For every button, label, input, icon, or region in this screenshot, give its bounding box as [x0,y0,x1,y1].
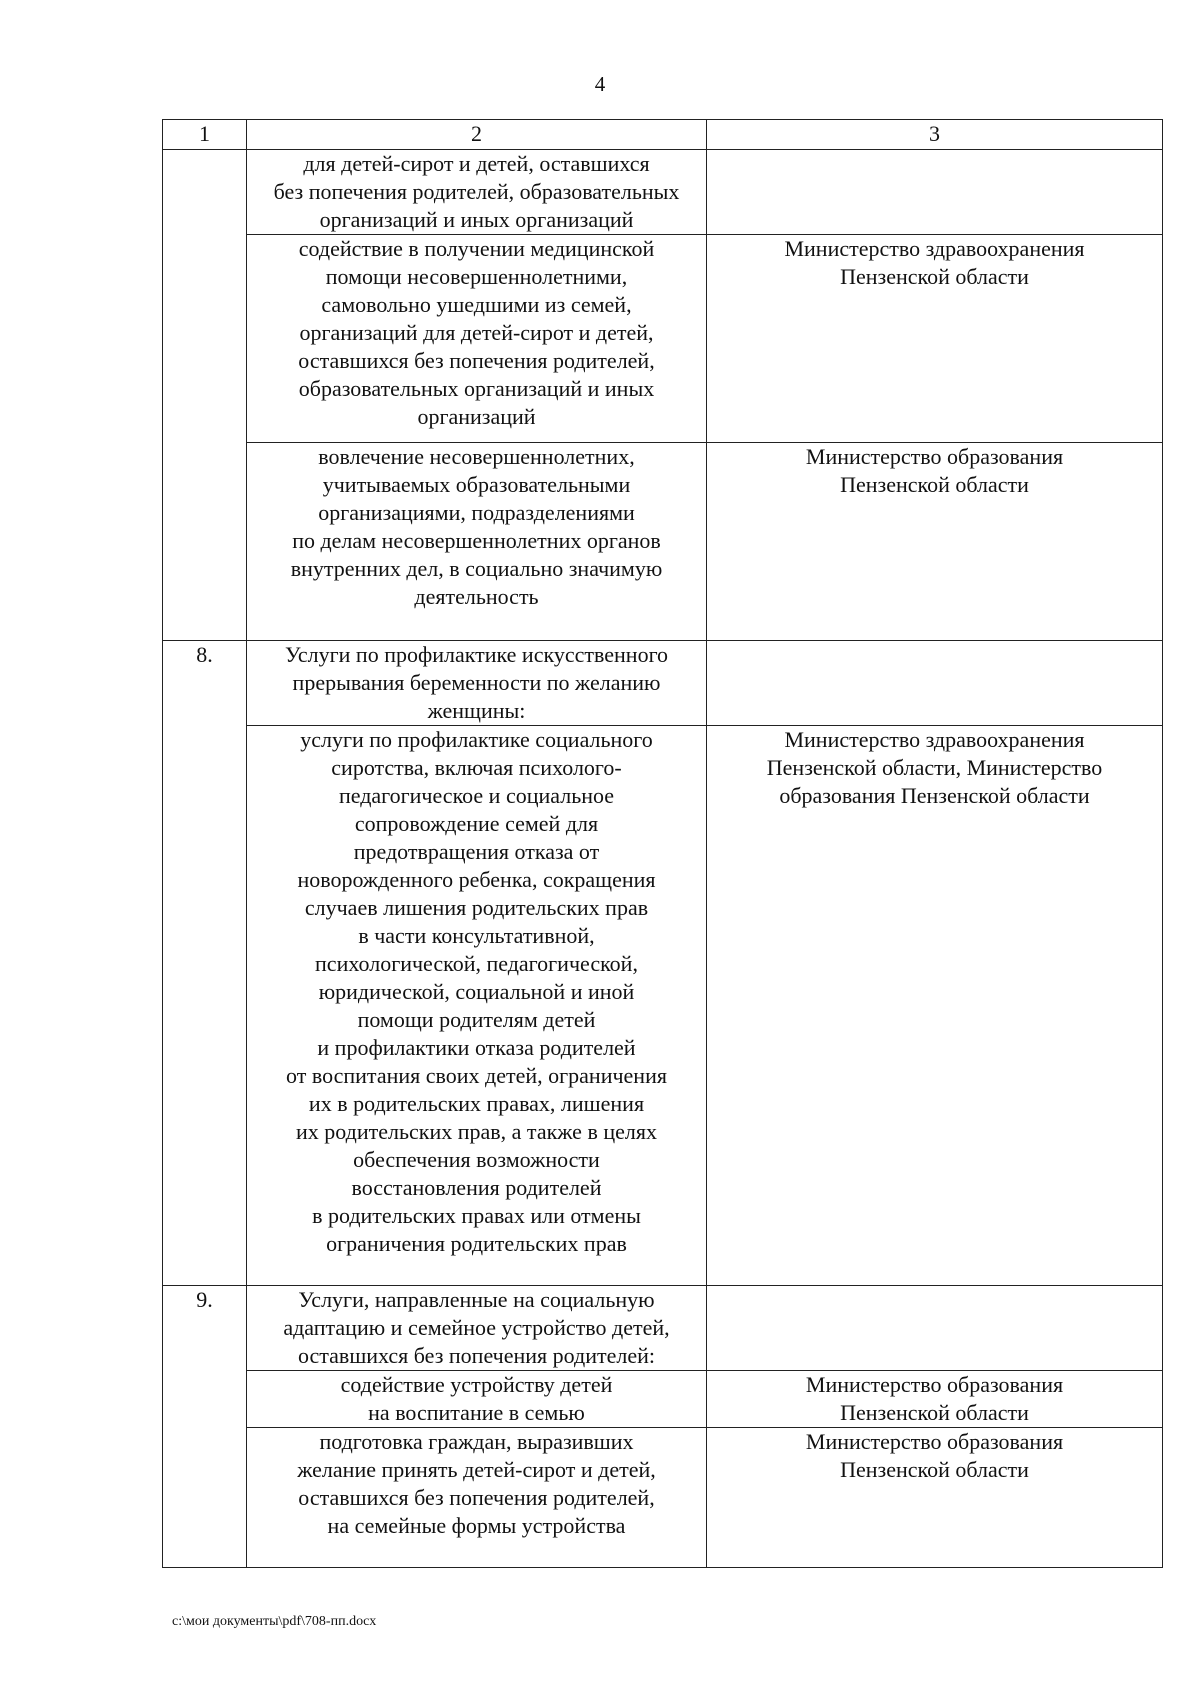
table-row [163,150,1163,235]
service-cell: Услуги, направленные на социальную адаптацию и семейное устройство детей, оставшихся без попечения родителей: [247,1286,707,1371]
responsible-cell: Министерство здравоохранения Пензенской области [707,235,1163,443]
responsible-cell [707,1286,1163,1371]
responsible-cell: Министерство образования Пензенской области [707,443,1163,641]
table-row [163,1428,1163,1568]
table-row [163,235,1163,443]
table-row [163,443,1163,641]
service-cell: Услуги по профилактике искусственного прерывания беременности по желанию женщины: [247,641,707,726]
row-number: 9. [163,1286,247,1568]
header-col-3: 3 [707,120,1163,150]
service-cell: услуги по профилактике социального сиротства, включая психолого- педагогическое и социальное сопровождение семей для предотвращения отказа от новорожденного ребенка, сокращения случаев лишения родительских прав в части консультативной, психологической, педагогической, юридической, социальной и иной помощи родителям детей и профилактики отказа родителей от воспитания своих детей, ограничения их в родительских правах, лишения их родительских прав, а также в целях обеспечения возможности восстановления родителей в родительских правах или отмены ограничения родительских прав [247,726,707,1286]
row-number: 8. [163,641,247,1286]
responsible-cell [707,641,1163,726]
service-cell: содействие устройству детей на воспитание в семью [247,1371,707,1428]
file-path-footer: c:\мои документы\pdf\708-пп.docx [172,1614,377,1629]
service-cell: содействие в получении медицинской помощи несовершеннолетними, самовольно ушедшими из семей, организаций для детей-сирот и детей, оставшихся без попечения родителей, образовательных организаций и иных организаций [247,235,707,443]
services-table [162,119,1163,1568]
service-cell: вовлечение несовершеннолетних, учитываемых образовательными организациями, подразделениями по делам несовершеннолетних органов внутренних дел, в социально значимую деятельность [247,443,707,641]
responsible-cell: Министерство здравоохранения Пензенской области, Министерство образования Пензенской области [707,726,1163,1286]
responsible-cell: Министерство образования Пензенской области [707,1428,1163,1568]
table-row [163,1286,1163,1371]
page-number: 4 [594,72,606,96]
service-cell: подготовка граждан, выразивших желание принять детей-сирот и детей, оставшихся без попечения родителей, на семейные формы устройства [247,1428,707,1568]
table-row [163,726,1163,1286]
table-row [163,641,1163,726]
responsible-cell: Министерство образования Пензенской области [707,1371,1163,1428]
table-row [163,1371,1163,1428]
responsible-cell [707,150,1163,235]
row-number [163,150,247,641]
service-cell: для детей-сирот и детей, оставшихся без попечения родителей, образовательных организаций и иных организаций [247,150,707,235]
header-col-2: 2 [247,120,707,150]
header-col-1: 1 [163,120,247,150]
table-header-row [163,120,1163,150]
